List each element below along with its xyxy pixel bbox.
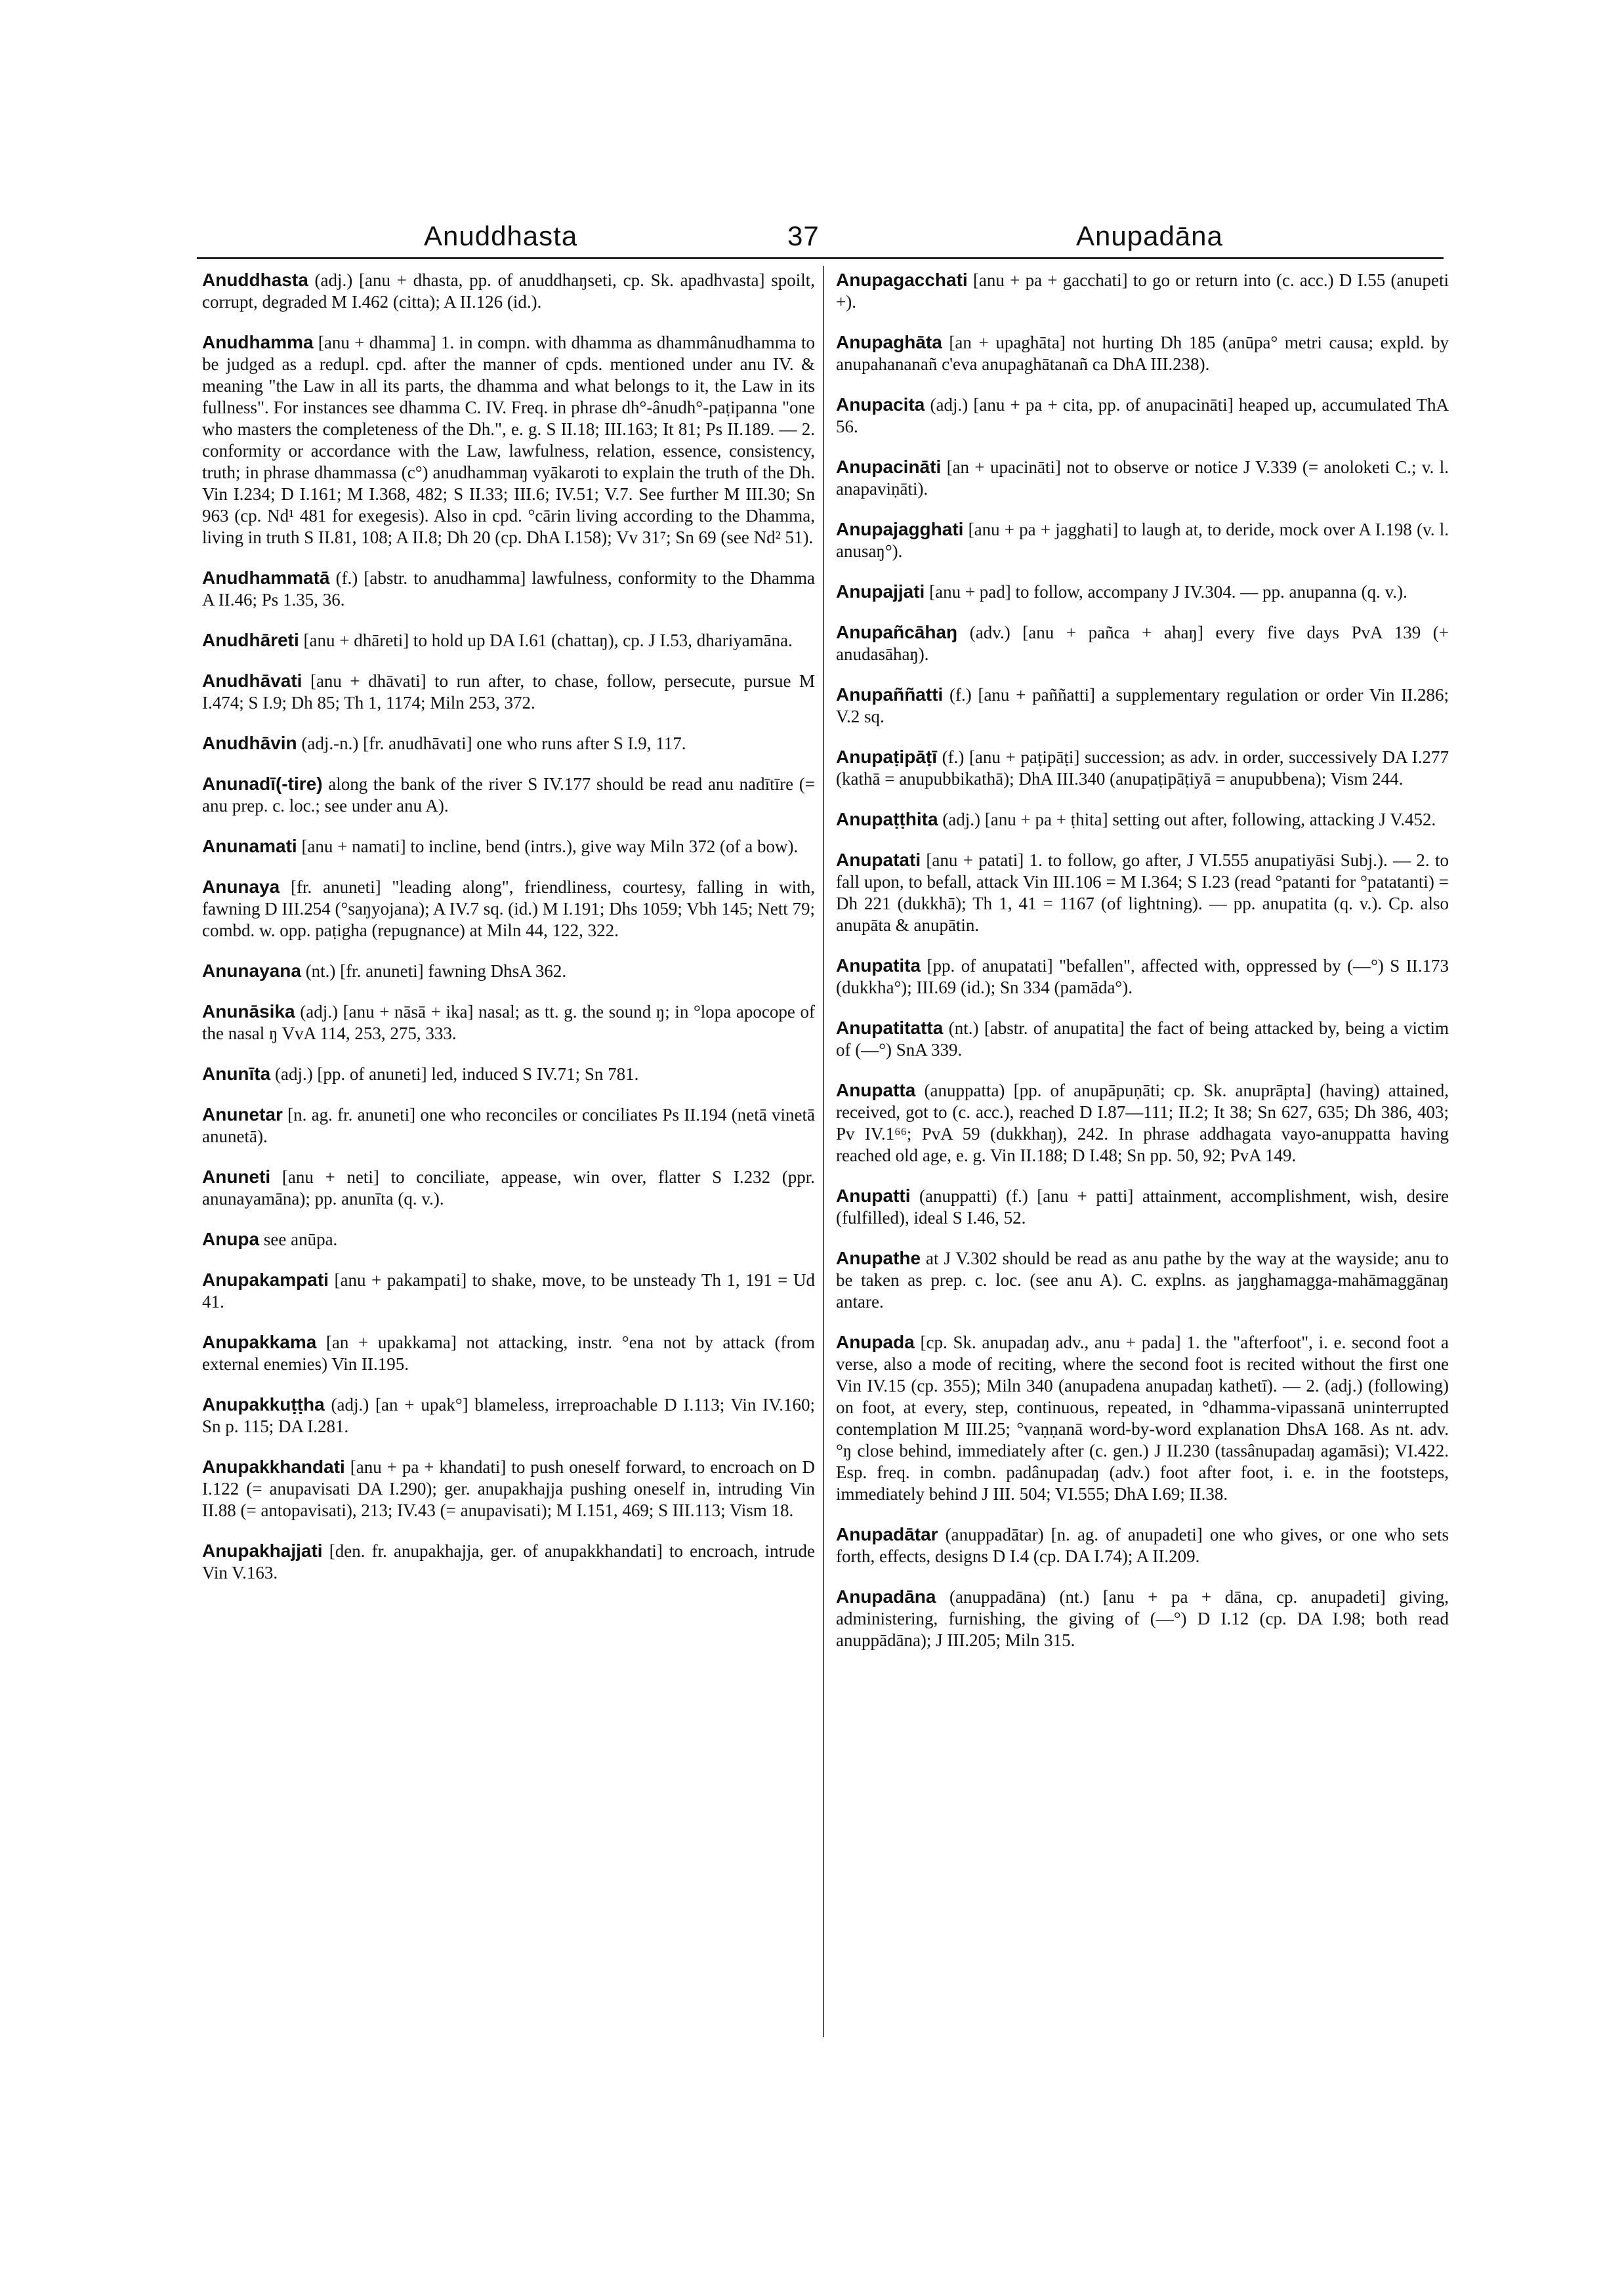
- header-right-headword: Anupadāna: [1076, 220, 1223, 251]
- entry-definition: (anuppatta) [pp. of anupāpuṇāti; cp. Sk. anuprāpta] (having) attained, received, got to (c. acc.), reached D I.87—111; II.2; It 38; Sn 627, 635; Dh 386, 403; Pv IV.1⁶⁶; PvA 59 (dukkhaŋ), 242. In phrase addhagata vayo-anuppatta having reached old age, e. g. Vin II.188; D I.48; Sn pp. 50, 92; PvA 149.: [836, 1081, 1449, 1165]
- dictionary-entry: [202, 331, 815, 548]
- dictionary-entry: [836, 1331, 1449, 1505]
- entry-headword: Anupatati: [836, 850, 921, 870]
- entry-headword: Anupañcāhaŋ: [836, 622, 958, 642]
- entry-headword: Anupaghāta: [836, 332, 942, 352]
- entry-headword: Anunamati: [202, 836, 297, 856]
- entry-definition: [anu + pakampati] to shake, move, to be unsteady Th 1, 191 = Ud 41.: [202, 1270, 815, 1312]
- page-number: 37: [787, 220, 820, 251]
- entry-definition: [an + upacināti] not to observe or notice J V.339 (= anoloketi C.; v. l. anapaviṇāti).: [836, 457, 1449, 499]
- entry-headword: Anunayana: [202, 961, 301, 981]
- entry-definition: (f.) [anu + paññatti] a supplementary regulation or order Vin II.286; V.2 sq.: [836, 685, 1449, 726]
- entry-definition: (nt.) [abstr. of anupatita] the fact of being attacked by, being a victim of (—°) SnA 339.: [836, 1018, 1449, 1060]
- entry-headword: Anunadī(-tire): [202, 774, 323, 794]
- dictionary-entry: [202, 1331, 815, 1375]
- dictionary-entry: [836, 269, 1449, 313]
- entry-headword: Anunetar: [202, 1104, 283, 1125]
- entry-definition: [anu + dhāvati] to run after, to chase, follow, persecute, pursue M I.474; S I.9; Dh 85; Th 1, 1174; Miln 253, 372.: [202, 671, 815, 713]
- entry-definition: [anu + namati] to incline, bend (intrs.), give way Miln 372 (of a bow).: [297, 837, 799, 856]
- entry-definition: [anu + pa + khandati] to push oneself forward, to encroach on D I.122 (= anupavisati DA I.290); ger. anupakhajja pushing oneself in, intruding Vin II.88 (= antopavisati), 213; IV.43 (= anupavisati); M I.151, 469; S III.113; Vism 18.: [202, 1457, 815, 1520]
- dictionary-entry: [836, 1586, 1449, 1651]
- column-divider: [823, 266, 824, 2037]
- dictionary-entry: [202, 960, 815, 982]
- dictionary-entry: [202, 835, 815, 858]
- dictionary-entry: [202, 1394, 815, 1437]
- dictionary-entry: [836, 1017, 1449, 1061]
- entry-definition: (f.) [anu + paṭipāṭi] succession; as adv. in order, successively DA I.277 (kathā = anupubbikathā); DhA III.340 (anupaṭipāṭiyā = anupubbena); Vism 244.: [836, 747, 1449, 789]
- entry-definition: (f.) [abstr. to anudhamma] lawfulness, conformity to the Dhamma A II.46; Ps 1.35, 36.: [202, 568, 815, 610]
- dictionary-entry: [202, 773, 815, 817]
- entry-definition: [an + upaghāta] not hurting Dh 185 (anūpa° metri causa; expld. by anupahananañ c'eva anupaghātanañ ca DhA III.238).: [836, 333, 1449, 374]
- dictionary-entry: [836, 1079, 1449, 1167]
- entry-definition: (adj.) [pp. of anuneti] led, induced S IV.71; Sn 781.: [270, 1064, 639, 1084]
- entry-definition: (adj.) [anu + pa + cita, pp. of anupacināti] heaped up, accumulated ThA 56.: [836, 395, 1449, 436]
- entry-headword: Anunāsika: [202, 1001, 295, 1022]
- dictionary-entry: [202, 670, 815, 714]
- entry-headword: Anunaya: [202, 877, 280, 897]
- entry-definition: (anuppadāna) (nt.) [anu + pa + dāna, cp. anupadeti] giving, administering, furnishing, the giving of (—°) D I.12 (cp. DA I.98; both read anuppādāna); J III.205; Miln 315.: [836, 1587, 1449, 1650]
- entry-headword: Anupajjati: [836, 581, 925, 602]
- dictionary-entry: [836, 808, 1449, 831]
- entry-headword: Anupadāna: [836, 1586, 936, 1607]
- dictionary-entry: [202, 1540, 815, 1584]
- dictionary-entry: [836, 955, 1449, 999]
- right-column: [836, 269, 1449, 1670]
- entry-headword: Anupagacchati: [836, 270, 968, 290]
- entry-definition: [pp. of anupatati] "befallen", affected with, oppressed by (—°) S II.173 (dukkha°); III.69 (id.); Sn 334 (pamāda°).: [836, 956, 1449, 997]
- entry-definition: (anuppadātar) [n. ag. of anupadeti] one who gives, or one who sets forth, effects, designs D I.4 (cp. DA I.74); A II.209.: [836, 1525, 1449, 1566]
- entry-headword: Anupakampati: [202, 1270, 329, 1290]
- dictionary-entry: [202, 1228, 815, 1251]
- dictionary-entry: [836, 684, 1449, 728]
- entry-definition: [fr. anuneti] "leading along", friendliness, courtesy, falling in with, fawning D III.254 (°saŋyojana); A IV.7 sq. (id.) M I.191; Dhs 1059; Vbh 145; Nett 79; combd. w. opp. paṭigha (repugnance) at Miln 44, 122, 322.: [202, 877, 815, 940]
- entry-headword: Anudhāreti: [202, 630, 299, 650]
- dictionary-entry: [836, 394, 1449, 438]
- entry-headword: Anupaññatti: [836, 684, 944, 705]
- entry-headword: Anudhammatā: [202, 568, 330, 588]
- entry-definition: at J V.302 should be read as anu pathe by the way at the wayside; anu to be taken as prep. c. loc. (see anu A). C. explns. as jaŋghamagga-mahāmaggānaŋ antare.: [836, 1249, 1449, 1312]
- entry-definition: [anu + dhamma] 1. in compn. with dhamma as dhammânudhamma to be judged as a redupl. cpd. after the manner of cpds. mentioned under anu IV. & meaning "the Law in all its parts, the dhamma and what belongs to it, the Law in its fullness". For instances see dhamma C. IV. Freq. in phrase dh°-ânudh°-paṭipanna "one who masters the completeness of the Dh.", e. g. S II.18; III.163; It 81; Ps II.189. — 2. conformity or accordance with the Law, lawfulness, relation, essence, consistency, truth; in phrase dhammassa (c°) anudhammaŋ vyākaroti to explain the truth of the Dh. Vin I.234; D I.161; M I.368, 482; S II.33; III.6; IV.51; V.7. See further M III.30; Sn 963 (cp. Nd¹ 481 for exegesis). Also in cpd. °cārin living according to the Dhamma, living in truth S II.81, 108; A II.8; Dh 20 (cp. DhA I.158); Vv 31⁷; Sn 69 (see Nd² 51).: [202, 333, 815, 547]
- entry-headword: Anupakkhandati: [202, 1457, 345, 1477]
- entry-headword: Anunīta: [202, 1064, 271, 1084]
- header-left-headword: Anuddhasta: [424, 220, 578, 251]
- entry-headword: Anupaṭṭhita: [836, 809, 938, 829]
- entry-definition: [anu + neti] to conciliate, appease, win over, flatter S I.232 (ppr. anunayamāna); pp. anunīta (q. v.).: [202, 1167, 815, 1209]
- dictionary-entry: [836, 621, 1449, 665]
- entry-headword: Anupakhajjati: [202, 1540, 323, 1561]
- entry-definition: [anu + pad] to follow, accompany J IV.304. — pp. anupanna (q. v.).: [925, 582, 1407, 602]
- left-column: [202, 269, 815, 1602]
- entry-headword: Anupatita: [836, 955, 921, 976]
- entry-headword: Anudhamma: [202, 332, 314, 352]
- entry-headword: Anupa: [202, 1229, 260, 1249]
- entry-definition: (adj.) [anu + pa + ṭhita] setting out after, following, attacking J V.452.: [938, 810, 1436, 829]
- dictionary-entry: [202, 1063, 815, 1085]
- entry-headword: Anudhāvati: [202, 671, 302, 691]
- entry-definition: [n. ag. fr. anuneti] one who reconciles or conciliates Ps II.194 (netā vinetā anunetā).: [202, 1105, 815, 1146]
- dictionary-entry: [836, 1523, 1449, 1567]
- entry-definition: see anūpa.: [259, 1230, 338, 1249]
- dictionary-entry: [836, 849, 1449, 936]
- entry-definition: [cp. Sk. anupadaŋ adv., anu + pada] 1. the "afterfoot", i. e. second foot a verse, also a mode of reciting, where the second foot is recited without the first one Vin IV.15 (cp. 355); Miln 340 (anupadena anupadaŋ kathetī). — 2. (adj.) (following) on foot, at every, step, continuous, repeated, in °dhamma-vipassanā uninterrupted contemplation M III.25; °vaṇṇanā word-by-word explanation DhsA 168. As nt. adv. °ŋ close behind, immediately after (c. gen.) J II.230 (tassânupadaŋ agamāsi); VI.422. Esp. freq. in combn. padânupadaŋ (adv.) foot after foot, i. e. in the footsteps, immediately behind J III. 504; VI.555; DhA I.69; II.38.: [836, 1333, 1449, 1504]
- dictionary-entry: [836, 1185, 1449, 1229]
- dictionary-entry: [202, 1001, 815, 1044]
- entry-headword: Anupada: [836, 1332, 915, 1352]
- dictionary-entry: [202, 567, 815, 611]
- dictionary-entry: [836, 1247, 1449, 1313]
- entry-definition: (adv.) [anu + pañca + ahaŋ] every five days PvA 139 (+ anudasāhaŋ).: [836, 623, 1449, 664]
- dictionary-entry: [202, 1166, 815, 1210]
- entry-definition: [anu + pa + gacchati] to go or return into (c. acc.) D I.55 (anupeti +).: [836, 270, 1449, 312]
- entry-definition: (anuppatti) (f.) [anu + patti] attainment, accomplishment, wish, desire (fulfilled), ideal S I.46, 52.: [836, 1186, 1449, 1228]
- dictionary-entry: [202, 1269, 815, 1313]
- entry-definition: (nt.) [fr. anuneti] fawning DhsA 362.: [301, 961, 567, 981]
- entry-headword: Anupakkuṭṭha: [202, 1394, 325, 1415]
- dictionary-entry: [836, 331, 1449, 375]
- dictionary-entry: [836, 518, 1449, 562]
- dictionary-entry: [202, 1456, 815, 1521]
- dictionary-entry: [202, 269, 815, 313]
- dictionary-entry: [202, 876, 815, 941]
- entry-definition: (adj.) [an + upak°] blameless, irreproachable D I.113; Vin IV.160; Sn p. 115; DA I.281.: [202, 1395, 815, 1436]
- running-header: [197, 211, 1444, 259]
- dictionary-entry: [202, 629, 815, 651]
- entry-headword: Anupatti: [836, 1186, 911, 1206]
- entry-headword: Anupatitatta: [836, 1018, 944, 1038]
- entry-headword: Anudhāvin: [202, 733, 297, 753]
- entry-headword: Anupakkama: [202, 1332, 317, 1352]
- entry-headword: Anuddhasta: [202, 270, 308, 290]
- entry-definition: [anu + dhāreti] to hold up DA I.61 (chattaŋ), cp. J I.53, dhariyamāna.: [299, 631, 793, 650]
- entry-definition: [anu + patati] 1. to follow, go after, J VI.555 anupatiyāsi Subj.). — 2. to fall upon, to befall, attack Vin III.106 = M I.364; S I.23 (read °patanti for °patatanti) = Dh 221 (dukkhā); Th 1, 41 = 1167 (of lightning). — pp. anupatita (q. v.). Cp. also anupāta & anupātin.: [836, 850, 1449, 935]
- dictionary-entry: [836, 746, 1449, 790]
- entry-definition: (adj.) [anu + nāsā + ika] nasal; as tt. g. the sound ŋ; in °lopa apocope of the nasal ŋ VvA 114, 253, 275, 333.: [202, 1002, 815, 1043]
- entry-definition: along the bank of the river S IV.177 should be read anu nadītīre (= anu prep. c. loc.; see under anu A).: [202, 774, 815, 816]
- dictionary-entry: [836, 456, 1449, 500]
- entry-headword: Anuneti: [202, 1167, 271, 1187]
- entry-headword: Anupathe: [836, 1248, 921, 1268]
- entry-definition: [an + upakkama] not attacking, instr. °ena not by attack (from external enemies) Vin II.195.: [202, 1333, 815, 1374]
- entry-headword: Anupacināti: [836, 457, 942, 477]
- dictionary-entry: [202, 1104, 815, 1148]
- entry-headword: Anupaṭipāṭī: [836, 747, 937, 767]
- entry-definition: (adj.-n.) [fr. anudhāvati] one who runs after S I.9, 117.: [297, 734, 686, 753]
- entry-definition: [den. fr. anupakhajja, ger. of anupakkhandati] to encroach, intrude Vin V.163.: [202, 1541, 815, 1582]
- entry-headword: Anupacita: [836, 394, 925, 415]
- entry-headword: Anupadātar: [836, 1524, 938, 1544]
- entry-headword: Anupajagghati: [836, 519, 964, 539]
- entry-headword: Anupatta: [836, 1080, 916, 1100]
- dictionary-entry: [836, 581, 1449, 603]
- entry-definition: [anu + pa + jagghati] to laugh at, to deride, mock over A I.198 (v. l. anusaŋ°).: [836, 520, 1449, 561]
- dictionary-entry: [202, 732, 815, 755]
- entry-definition: (adj.) [anu + dhasta, pp. of anuddhaŋseti, cp. Sk. apadhvasta] spoilt, corrupt, degraded M I.462 (citta); A II.126 (id.).: [202, 270, 815, 312]
